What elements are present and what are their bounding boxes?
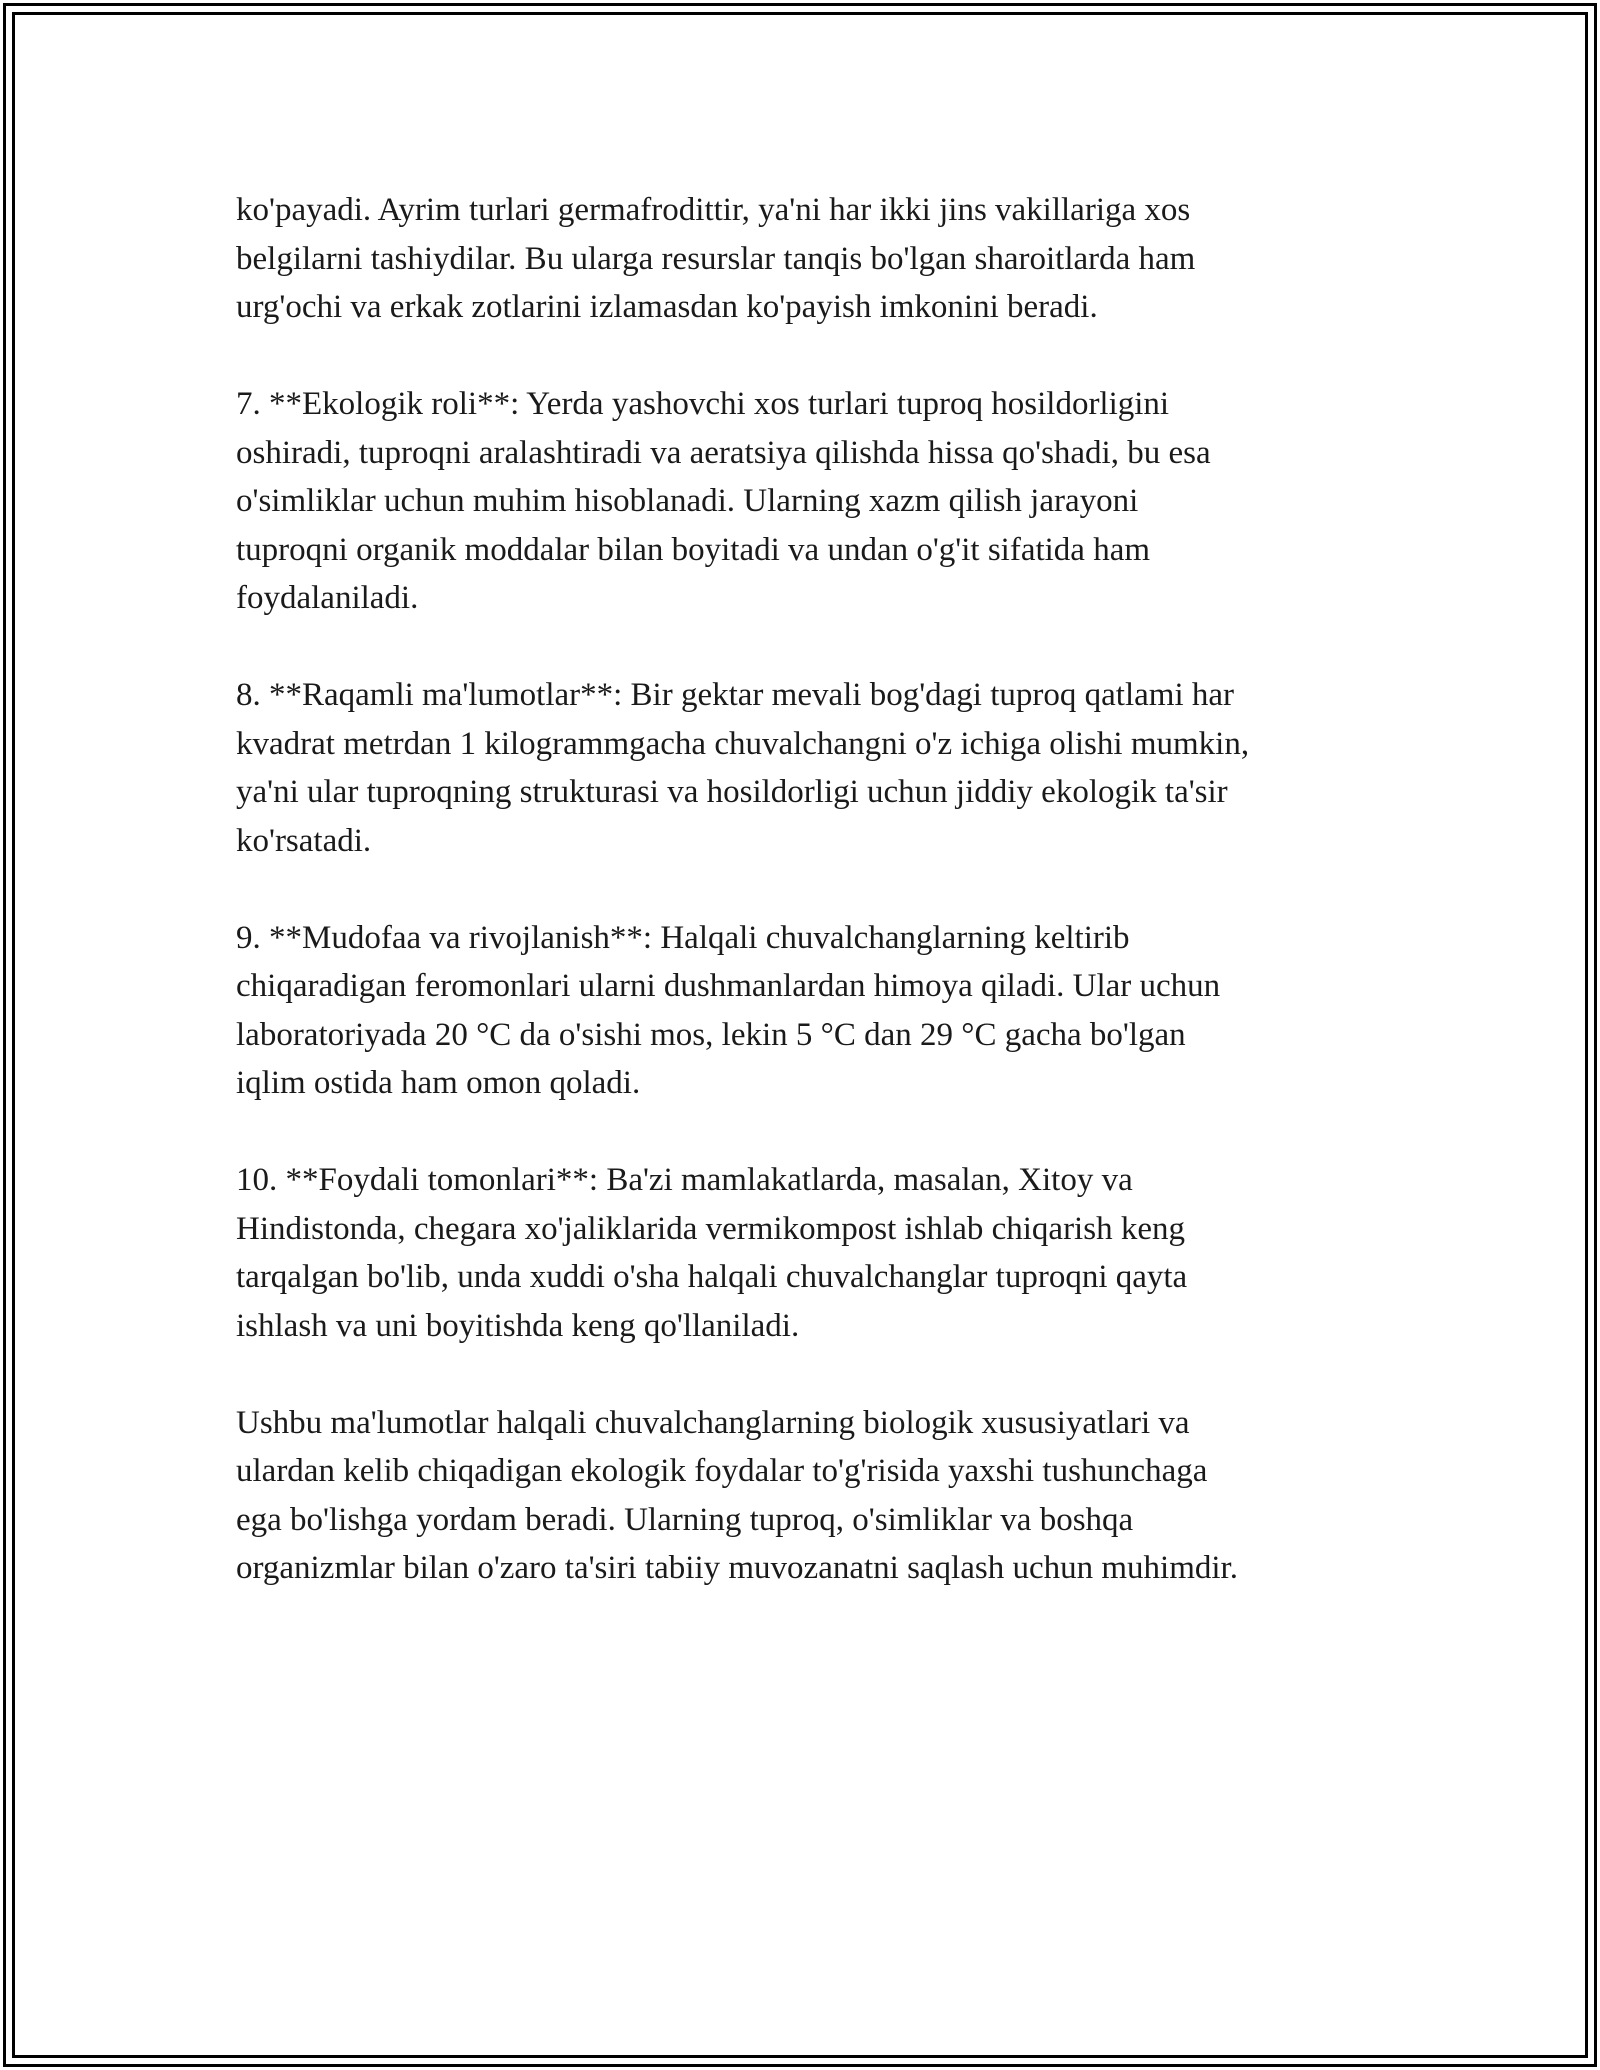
paragraph-benefits: 10. **Foydali tomonlari**: Ba'zi mamlakatlarda, masalan, Xitoy va Hindistonda, chegara xo'jaliklarida vermikompost ishlab chiqarish keng tarqalgan bo'lib, unda xuddi o'sha halqali chuvalchanglar tuproqni qayta ishlash va uni boyitishda keng qo'llaniladi. <box>236 1162 1188 1344</box>
paragraph-defense-development: 9. **Mudofaa va rivojlanish**: Halqali chuvalchanglarning keltirib chiqaradigan feromonlari ularni dushmanlardan himoya qiladi. Ular uchun laboratoriyada 20 °C da o'sishi mos, lekin 5 °C dan 29 °C gacha bo'lgan iqlim ostida ham omon qoladi. <box>236 919 1221 1101</box>
paragraph-conclusion: Ushbu ma'lumotlar halqali chuvalchanglarning biologik xususiyatlari va ulardan kelib chiqadigan ekologik foydalar to'g'risida yaxshi tushunchaga ega bo'lishga yordam beradi. Ularning tuproq, o'simliklar va boshqa organizmlar bilan o'zaro ta'siri tabiiy muvozanatni saqlash uchun muhimdir. <box>236 1404 1238 1586</box>
paragraph-reproduction-continued: ko'payadi. Ayrim turlari germafrodittir, ya'ni har ikki jins vakillariga xos belgilarni tashiydilar. Bu ularga resurslar tanqis bo'lgan sharoitlarda ham urg'ochi va erkak zotlarini izlamasdan ko'payish imkonini beradi. <box>236 192 1196 325</box>
document-body <box>236 186 1416 1641</box>
paragraph-ecological-role: 7. **Ekologik roli**: Yerda yashovchi xos turlari tuproq hosildorligini oshiradi, tuproqni aralashtiradi va aeratsiya qilishda hissa qo'shadi, bu esa o'simliklar uchun muhim hisoblanadi. Ularning xazm qilish jarayoni tuproqni organik moddalar bilan boyitadi va undan o'g'it sifatida ham foydalaniladi. <box>236 386 1211 616</box>
paragraph-numerical-data: 8. **Raqamli ma'lumotlar**: Bir gektar mevali bog'dagi tuproq qatlami har kvadrat metrdan 1 kilogrammgacha chuvalchangni o'z ichiga olishi mumkin, ya'ni ular tuproqning strukturasi va hosildorligi uchun jiddiy ekologik ta'sir ko'rsatadi. <box>236 677 1250 859</box>
